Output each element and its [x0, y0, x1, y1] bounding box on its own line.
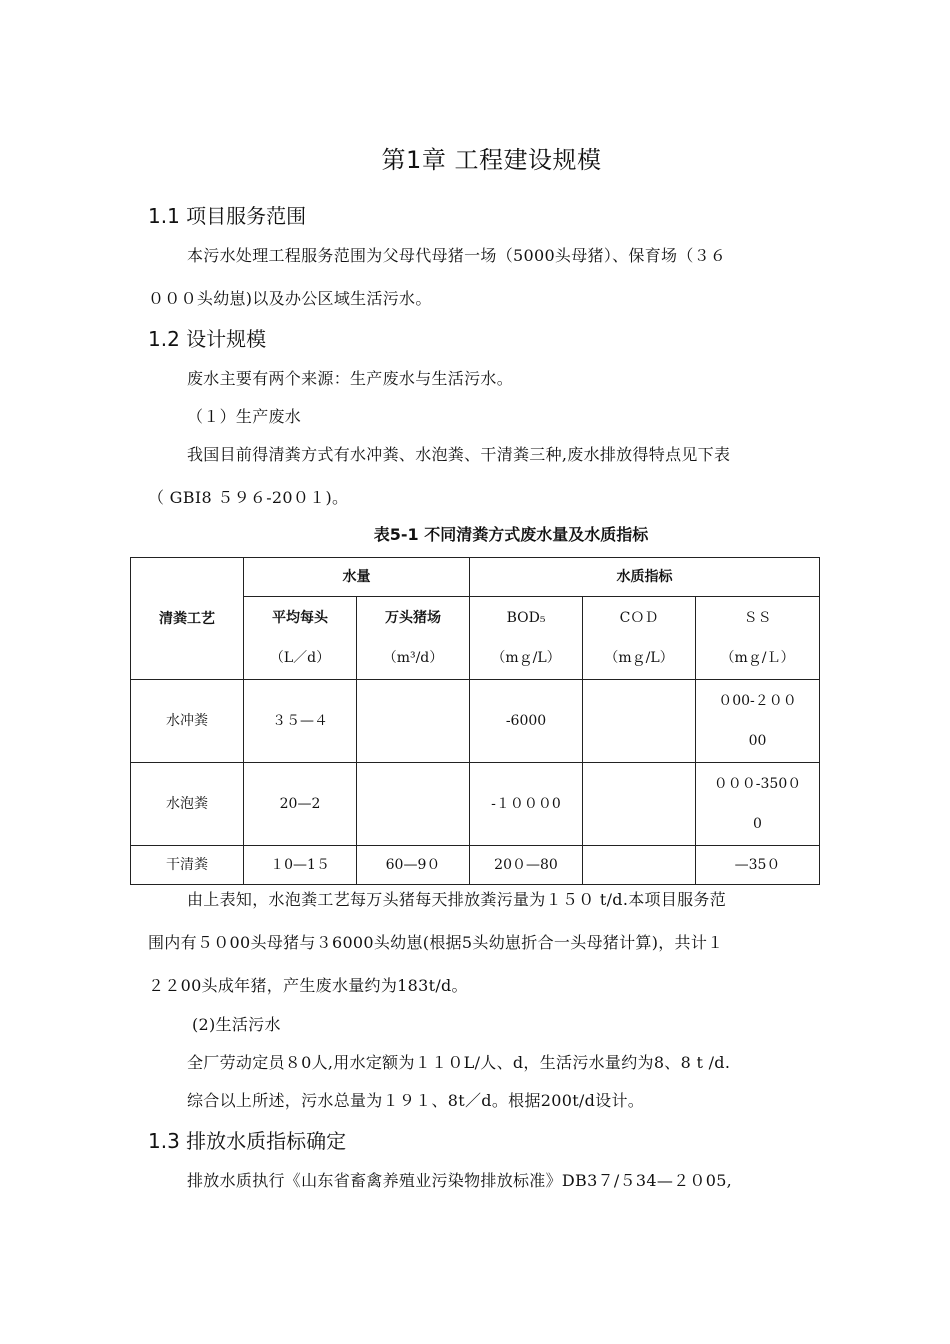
paragraph-line: 本污水处理工程服务范围为父母代母猪一场（5000头母猪）、保育场（３６: [187, 246, 727, 265]
section-heading-1-3: 1.3 排放水质指标确定: [148, 1129, 347, 1153]
cell-cod: [583, 763, 696, 846]
subheader-ss: ＳＳ （mｇ/Ｌ）: [696, 597, 820, 680]
table-row: [131, 846, 820, 885]
table-row: [131, 763, 820, 846]
paragraph-line: 排放水质执行《山东省畜禽养殖业污染物排放标准》DB3７/５34—２０05,: [187, 1171, 733, 1190]
paragraph-line: 废水主要有两个来源：生产废水与生活污水。: [187, 369, 514, 388]
wastewater-table: [130, 557, 820, 885]
cell-process: 水泡粪: [131, 763, 244, 846]
cell-bod: -6000: [470, 680, 583, 763]
cell-avg: ３５—４: [244, 680, 357, 763]
subheader-avg-per-head: 平均每头 （L／d）: [244, 597, 357, 680]
cell-process: 干清粪: [131, 846, 244, 885]
paragraph-line: ２２00头成年猪，产生废水量约为183t/d。: [148, 976, 468, 995]
section-heading-1-2: 1.2 设计规模: [148, 327, 267, 351]
paragraph-line: ０００头幼崽)以及办公区域生活污水。: [148, 289, 432, 308]
cell-ss: ０００-350０ 0: [696, 763, 820, 846]
chapter-title: 第1章 工程建设规模: [381, 146, 602, 174]
header-water-quality: 水质指标: [470, 558, 820, 597]
cell-bod: -１０００0: [470, 763, 583, 846]
cell-bod: 20０—80: [470, 846, 583, 885]
subheader-cod: CＯＤ （mｇ/L）: [583, 597, 696, 680]
subheader-bod: BOD₅ （mｇ/L）: [470, 597, 583, 680]
cell-process: 水冲粪: [131, 680, 244, 763]
cell-farm: 60—9０: [357, 846, 470, 885]
cell-ss: ０00-２００ 00: [696, 680, 820, 763]
table-caption: 表5-1 不同清粪方式废水量及水质指标: [373, 525, 649, 544]
cell-ss: —35０: [696, 846, 820, 885]
cell-avg: １0—1５: [244, 846, 357, 885]
paragraph-line: （ GBI8 ５９６-20０１)。: [148, 488, 349, 507]
cell-farm: [357, 680, 470, 763]
cell-cod: [583, 846, 696, 885]
paragraph-line: 我国目前得清粪方式有水冲粪、水泡粪、干清粪三种,废水排放得特点见下表: [187, 445, 731, 464]
header-process: 清粪工艺: [131, 558, 244, 680]
paragraph-line: 由上表知，水泡粪工艺每万头猪每天排放粪污量为１５０ t/d.本项目服务范: [187, 890, 727, 909]
table-row: [131, 680, 820, 763]
subheader-farm: 万头猪场 （m³/d）: [357, 597, 470, 680]
cell-farm: [357, 763, 470, 846]
cell-avg: 20—2: [244, 763, 357, 846]
paragraph-line: 围内有５０00头母猪与３6000头幼崽(根据5头幼崽折合一头母猪计算)，共计１: [148, 933, 724, 952]
header-water-volume: 水量: [244, 558, 470, 597]
cell-cod: [583, 680, 696, 763]
paragraph-line: 全厂劳动定员８0人,用水定额为１１０L/人、d，生活污水量约为8、8 t /d.: [187, 1053, 731, 1072]
section-heading-1-1: 1.1 项目服务范围: [148, 204, 307, 228]
subheading-production-wastewater: （１）生产废水: [187, 407, 302, 426]
subheading-domestic-sewage: (2)生活污水: [192, 1015, 281, 1034]
paragraph-line: 综合以上所述，污水总量为１９１、8t／d。根据200t/d设计。: [187, 1091, 645, 1110]
